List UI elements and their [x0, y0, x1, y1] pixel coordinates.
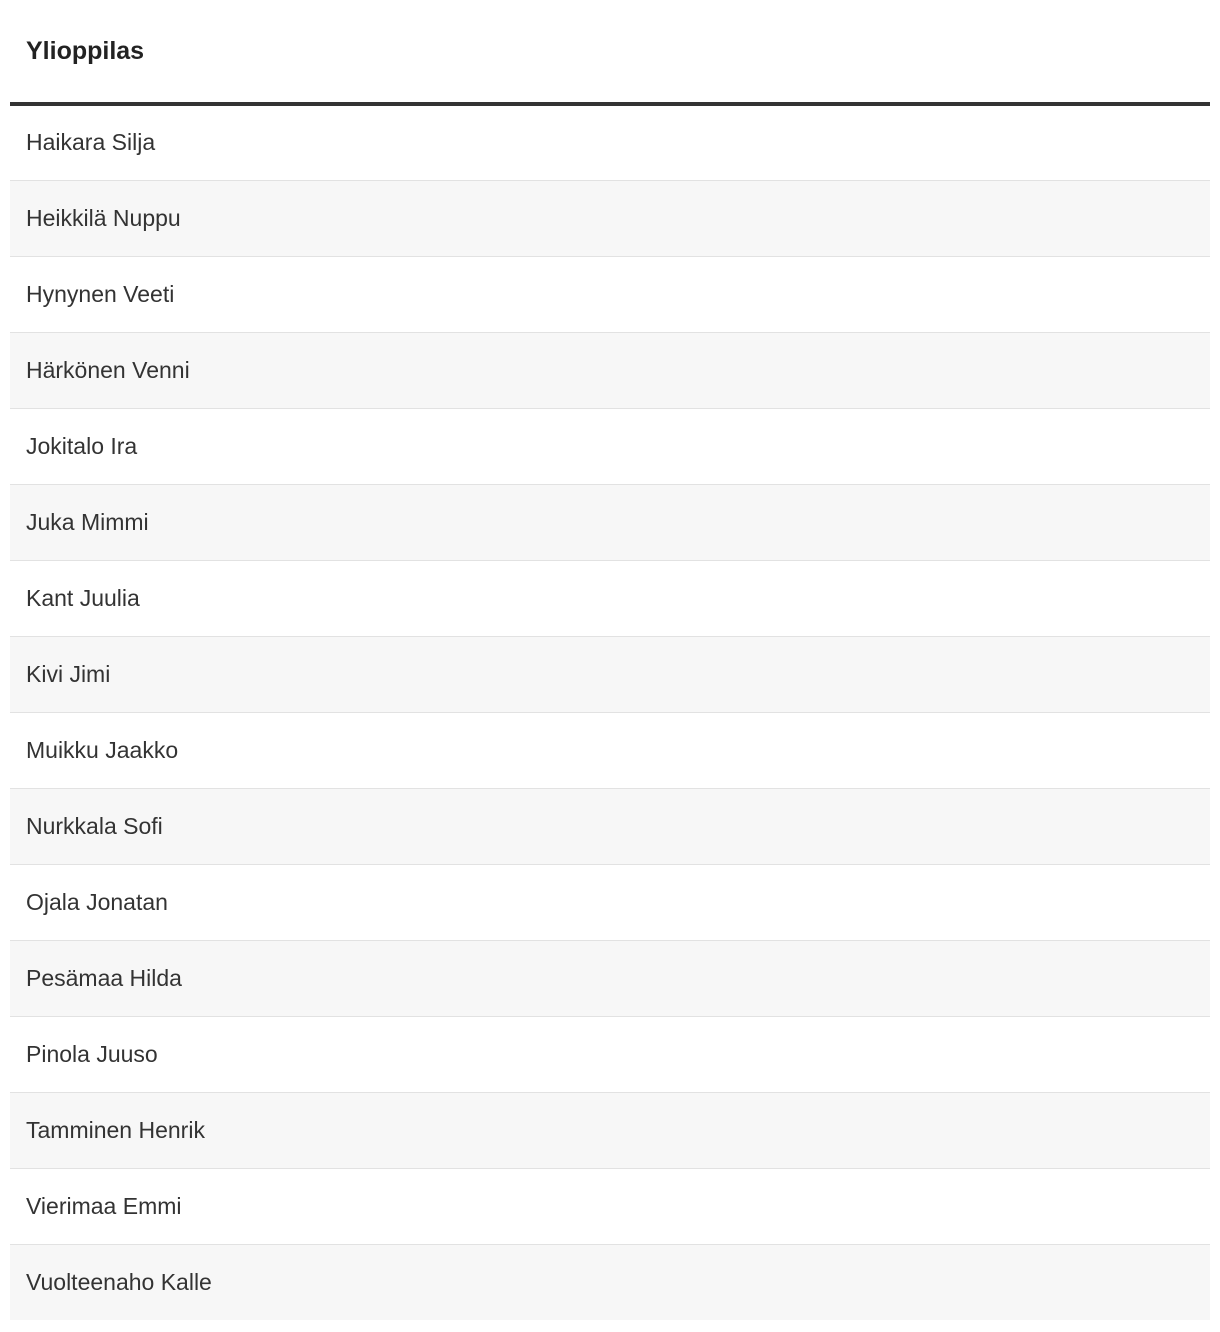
column-header-ylioppilas: Ylioppilas — [10, 0, 1210, 104]
student-name-cell: Jokitalo Ira — [10, 408, 1210, 484]
students-table — [10, 0, 1210, 1320]
table-row — [10, 712, 1210, 788]
table-row — [10, 560, 1210, 636]
student-name-cell: Kivi Jimi — [10, 636, 1210, 712]
table-row — [10, 484, 1210, 560]
table-row — [10, 180, 1210, 256]
student-name-cell: Ojala Jonatan — [10, 864, 1210, 940]
student-name-cell: Heikkilä Nuppu — [10, 180, 1210, 256]
student-name-cell: Tamminen Henrik — [10, 1092, 1210, 1168]
table-body — [10, 104, 1210, 1320]
student-name-cell: Vierimaa Emmi — [10, 1168, 1210, 1244]
student-name-cell: Kant Juulia — [10, 560, 1210, 636]
students-table-container — [10, 0, 1210, 1320]
table-row — [10, 788, 1210, 864]
table-row — [10, 940, 1210, 1016]
student-name-cell: Muikku Jaakko — [10, 712, 1210, 788]
table-row — [10, 636, 1210, 712]
table-head — [10, 0, 1210, 104]
table-row — [10, 104, 1210, 180]
table-row — [10, 1016, 1210, 1092]
table-row — [10, 1168, 1210, 1244]
student-name-cell: Juka Mimmi — [10, 484, 1210, 560]
table-row — [10, 1092, 1210, 1168]
student-name-cell: Pesämaa Hilda — [10, 940, 1210, 1016]
student-name-cell: Hynynen Veeti — [10, 256, 1210, 332]
student-name-cell: Härkönen Venni — [10, 332, 1210, 408]
table-row — [10, 332, 1210, 408]
table-row — [10, 256, 1210, 332]
student-name-cell: Vuolteenaho Kalle — [10, 1244, 1210, 1320]
table-row — [10, 864, 1210, 940]
student-name-cell: Pinola Juuso — [10, 1016, 1210, 1092]
header-row — [10, 0, 1210, 104]
student-name-cell: Nurkkala Sofi — [10, 788, 1210, 864]
student-name-cell: Haikara Silja — [10, 104, 1210, 180]
table-row — [10, 408, 1210, 484]
table-row — [10, 1244, 1210, 1320]
